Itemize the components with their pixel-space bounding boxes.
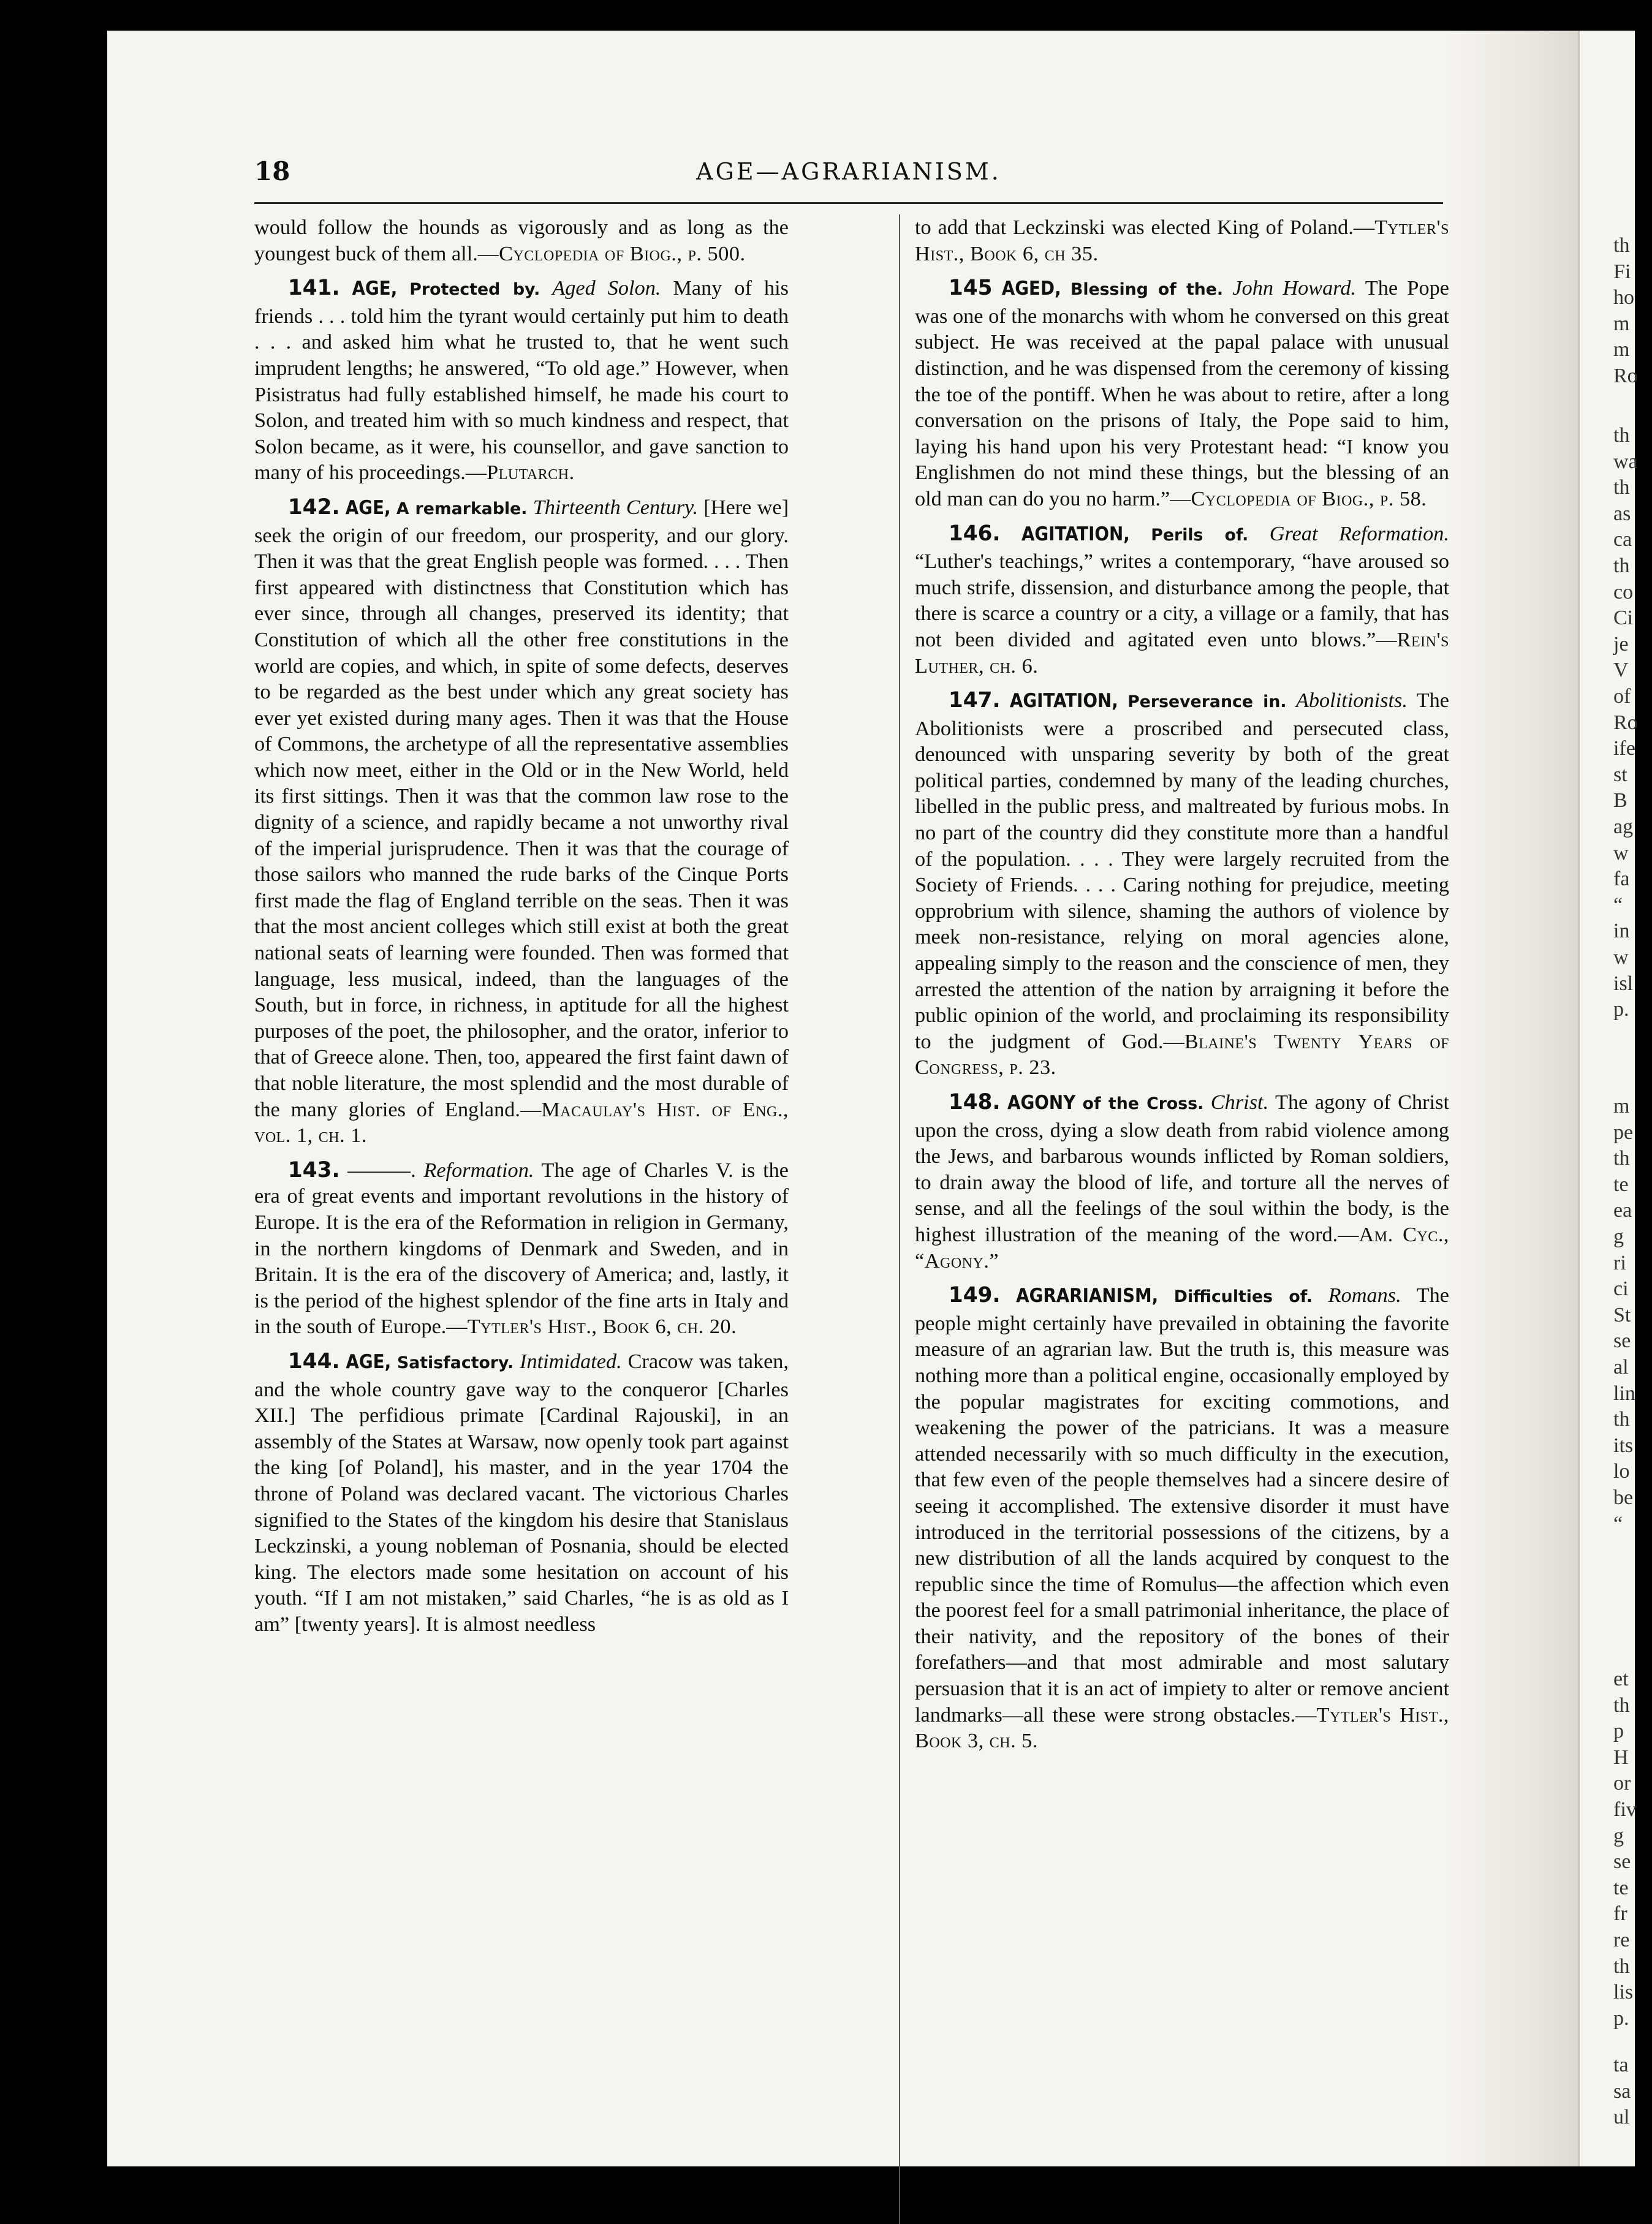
entry-text: The age of Charles V. is the era of great events and important revolutions in the history of Europe. It is the era of the Reformation in religion in Germany, in the northern kingdoms of Denmark and Sweden, and in Britain. It is the era of the discovery of America; and, lastly, it is the period of the highest splendor of the fine arts in Italy and in the south of Europe.— [254,1158,789,1339]
edge-fragment: m [1613,338,1630,361]
entry-number: 141. [287,276,340,301]
entry-subheading: Blessing of the. [1070,280,1224,300]
edge-fragment: Ro [1613,365,1638,387]
edge-fragment: je [1613,632,1629,656]
running-head: AGE—AGRARIANISM. [696,158,1001,185]
entry-dash: ———. [347,1158,416,1182]
entry-text: would follow the hounds as vigorously and as long as the youngest buck of them all.— [254,216,789,265]
edge-fragment: H [1613,1746,1629,1769]
edge-fragment: as [1613,502,1631,525]
entry-source: Tytler's Hist., Book 3, ch. 5. [915,1703,1450,1753]
edge-fragment: lo [1613,1460,1630,1483]
edge-fragment: re [1613,1929,1630,1951]
entry-source: Plutarch. [487,461,575,485]
edge-fragment: Fi [1613,260,1631,283]
edge-fragment: m [1613,312,1630,335]
edge-fragment: lis [1613,1981,1634,2004]
edge-fragment: g [1613,1225,1624,1248]
edge-fragment: p. [1613,998,1629,1021]
entry-continuation [915,214,1449,267]
entry-keyword: AGRARIANISM, [1016,1285,1159,1307]
column-divider [899,214,900,2224]
edge-fragment: “ [1613,1512,1623,1535]
edge-fragment: ta [1613,2054,1629,2076]
entry-number: 142. [287,494,340,520]
entry-142 [254,494,789,1149]
entry-number: 149. [948,1283,1001,1308]
entry-147 [915,687,1449,1081]
edge-fragment: se [1613,1329,1631,1353]
edge-fragment: co [1613,580,1634,603]
entry-keyword: AGE, [345,496,391,519]
entry-text: to add that Leckzinski was elected King of Poland.— [915,216,1375,239]
entry-source: Rein's Luther, ch. 6. [915,627,1449,678]
edge-fragment: te [1613,1876,1629,1899]
entry-number: 144. [287,1348,340,1374]
edge-fragment: p. [1613,2007,1629,2030]
entry-subheading: Satisfactory. [396,1353,514,1372]
entry-143 [254,1157,789,1340]
entry-topic: Great Reformation. [1269,521,1449,545]
entry-source: Cyclopedia of Biog., p. 58. [1191,486,1427,510]
entry-source: Cyclopedia of Biog., p. 500. [499,241,746,265]
edge-fragment: or [1613,1772,1631,1795]
entry-topic: Christ. [1210,1091,1269,1114]
edge-fragment: B [1613,789,1627,812]
edge-fragment: st [1613,763,1627,786]
entry-topic: John Howard. [1232,276,1357,300]
entry-text: The Abolitionists were a proscribed and persecuted class, denounced with unsparing severity by both of the great political parties, condemned by many of the leading churches, libelled in the public press, and maltreated by furious mobs. In no part of the country did they constitute more than a handful of the population. . . . They were largely recruited from the Society of Friends. . . . Caring nothing for prejudice, meeting opprobrium with silence, shaming the authors of violence by meek non-resistance, relying on moral agencies alone, appealing simply to the reason and the conscience of men, they arrested the attention of the nation by arraigning it before the public opinion of the world, and proclaiming its responsibility to the judgment of God.— [915,689,1450,1053]
edge-fragment: th [1613,1147,1630,1170]
edge-fragment: Ci [1613,607,1634,630]
entry-subheading: of the Cross. [1082,1094,1204,1113]
entry-topic: Reformation. [423,1158,534,1182]
entry-subheading: A remarkable. [396,499,528,518]
entry-number: 148. [948,1090,1001,1114]
entry-topic: Thirteenth Century. [532,495,699,519]
edge-fragment: p [1613,1720,1624,1743]
entry-148 [915,1089,1449,1274]
entry-144 [254,1348,789,1638]
edge-fragment: fa [1613,868,1630,891]
entry-keyword: AGED, [1001,278,1061,300]
edge-fragment: th [1613,424,1630,447]
entry-149 [915,1282,1449,1754]
entry-number: 146. [948,521,1001,546]
entry-subheading: Difficulties of. [1173,1287,1313,1307]
edge-fragment: ho [1613,286,1634,309]
entry-keyword: AGE, [352,278,398,300]
entry-topic: Romans. [1328,1284,1401,1307]
entry-text: The Pope was one of the monarchs with whom he conversed on this great subject. He was received at the papal palace with unusual distinction, and he was dispensed from the ceremony of kissing the toe of the pontiff. When he was about to retire, after a long conversation on the prisons of Italy, the Pope said to him, laying his hand upon his very Protestant head: “I know you Englishmen do not mind these things, but the blessing of an old man can do you no harm.”— [915,276,1450,510]
entry-keyword: AGITATION, [1009,690,1118,713]
edge-fragment: in [1613,920,1630,943]
entry-text: Cracow was taken, and the whole country gave way to the conqueror [Charles XII.] The perfidious primate [Cardinal Rajouski], in an assembly of the States at Warsaw, now openly took part against the king [of Poland], his master, and in the year 1704 the throne of Poland was declared vacant. The victorious Charles signified to the States of the kingdom his desire that Stanislaus Leckzinski, a young nobleman of Posnania, should be elected king. The electors made some hesitation on account of his youth. “If I am not mistaken,” said Charles, “he is as old as I am” [twenty years]. It is almost needless [254,1349,789,1636]
edge-fragment: th [1613,1693,1630,1717]
edge-fragment: w [1613,841,1629,864]
entry-source: Tytler's Hist., Book 6, ch 35. [915,216,1449,265]
edge-fragment: ea [1613,1199,1632,1222]
entry-source: Blaine's Twenty Years of Congress, p. 23. [915,1029,1450,1080]
left-column [254,214,789,1646]
entry-146 [915,521,1449,679]
edge-fragment: se [1613,1850,1631,1874]
entry-keyword: AGITATION, [1021,523,1130,545]
edge-fragment: te [1613,1173,1629,1196]
entry-subheading: Protected by. [409,280,540,300]
entry-keyword: AGE, [346,1350,392,1373]
edge-fragment: ci [1613,1277,1629,1301]
edge-fragment: ag [1613,815,1634,838]
edge-fragment: fiv [1613,1798,1637,1821]
edge-fragment: al [1613,1356,1629,1379]
edge-fragment: g [1613,1824,1624,1847]
edge-fragment: lin [1613,1382,1635,1405]
entry-topic: Abolitionists. [1295,689,1408,713]
edge-fragment: sa [1613,2079,1631,2103]
entry-source: Macaulay's Hist. of Eng., vol. 1, ch. 1. [254,1097,789,1148]
edge-fragment: th [1613,1408,1630,1431]
edge-fragment: V [1613,659,1629,682]
right-column [915,214,1449,1763]
book-gutter [1443,31,1596,2166]
entry-number: 147. [948,688,1001,713]
edge-fragment: St [1613,1303,1631,1326]
entry-topic: Intimidated. [520,1349,622,1373]
entry-number: 145 [948,276,993,301]
edge-fragment: of [1613,685,1631,708]
edge-fragment: ul [1613,2106,1630,2129]
edge-fragment: ife [1613,737,1635,760]
entry-source: Am. Cyc., “Agony.” [915,1222,1449,1273]
entry-145 [915,275,1449,512]
entry-topic: Aged Solon. [552,276,661,300]
edge-fragment: th [1613,234,1630,257]
scanned-page [107,31,1638,2166]
entry-text: The agony of Christ upon the cross, dying a slow death from rabid violence among the Jews, and barbarous wounds inflicted by Roman soldiers, to drain away the blood of life, and torture all the nerves of sense, and all the feelings of the soul within the body, is the highest illustration of the meaning of the word.— [915,1091,1450,1246]
entry-keyword: AGONY [1007,1092,1076,1114]
edge-fragment: ri [1613,1251,1626,1274]
entry-source: Tytler's Hist., Book 6, ch. 20. [467,1315,737,1339]
edge-fragment: th [1613,476,1630,499]
edge-fragment: et [1613,1668,1629,1690]
edge-fragment: w [1613,946,1629,969]
entry-number: 143. [287,1157,340,1182]
entry-141 [254,275,789,486]
entry-text: The people might certainly have prevailed in obtaining the favorite measure of an agrarian law. But the truth is, this measure was nothing more than a political engine, occasionally employed by the popular magistrates for exciting commotions, and weakening the power of the patricians. It was a measure attended necessarily with so much difficulty in the execution, that few even of the people themselves had a sincere desire of seeing it accomplished. The extensive disorder it must have introduced in the territorial possessions of the citizens, by a new distribution of all the lands acquired by conquest to the republic since the time of Romulus—the affection which even the poorest feel for a small patrimonial inheritance, the place of their nativity, and the repository of the bones of their forefathers—and that most admirable and most salutary persuasion that it is an act of impiety to alter or remove ancient landmarks—all these were strong obstacles.— [915,1284,1450,1727]
entry-subheading: Perseverance in. [1127,692,1287,712]
page-number: 18 [254,156,290,186]
entry-text: Many of his friends . . . told him the tyrant would certainly put him to death . . . and asked him what he trusted to, that he went such imprudent lengths; he answered, “To old age.” However, when Pisistratus had fully established himself, he made his court to Solon, and treated him with so much kindness and respect, that Solon became, as it were, his counsellor, and gave sanction to many of his proceedings.— [254,276,789,485]
entry-continuation [254,214,789,267]
facing-page-edge-text [1613,31,1650,2166]
entry-text: [Here we] seek the origin of our freedom, our prosperity, and our glory. Then it was that the great English people was formed. . . . Then first appeared with distinctness that Constitution which has ever since, through all changes, preserved its identity; that Constitution of which all the other free constitutions in the world are copies, and which, in spite of some defects, deserves to be regarded as the best under which any great society has ever yet existed during many ages. Then it was that the House of Commons, the archetype of all the representative assemblies which now meet, either in the Old or in the New World, held its first sittings. Then it was that the common law rose to the dignity of a science, and rapidly became a not unworthy rival of the imperial jurisprudence. Then it was that the courage of those sailors who manned the rude barks of the Cinque Ports first made the flag of England terrible on the seas. Then it was that the most ancient colleges which still exist at both the great national seats of learning were founded. Then was formed that language, less musical, indeed, than the languages of the South, but in force, in richness, in aptitude for all the highest purposes of the poet, the philosopher, and the orator, inferior to that of Greece alone. Then, too, appeared the first faint dawn of that noble literature, the most splendid and the most durable of the many glories of England.— [254,495,789,1121]
edge-fragment: ca [1613,528,1632,551]
entry-subheading: Perils of. [1151,525,1249,545]
edge-fragment: isl [1613,972,1634,995]
page-header [254,135,1443,204]
edge-fragment: “ [1613,893,1623,917]
edge-fragment: wa [1613,450,1638,473]
edge-fragment: th [1613,1954,1630,1978]
entry-text: “Luther's teachings,” writes a contemporary, “have aroused so much strife, dissension, and disturbance among the people, that there is scarce a country or a city, a village or a family, that has not been divided and agitated even unto blows.”— [915,550,1449,651]
edge-fragment: be [1613,1486,1634,1509]
edge-fragment: pe [1613,1121,1634,1144]
edge-fragment: its [1613,1434,1634,1457]
edge-fragment: th [1613,554,1630,577]
edge-fragment: m [1613,1095,1630,1118]
edge-fragment: Ro [1613,711,1638,734]
edge-fragment: fr [1613,1902,1627,1926]
